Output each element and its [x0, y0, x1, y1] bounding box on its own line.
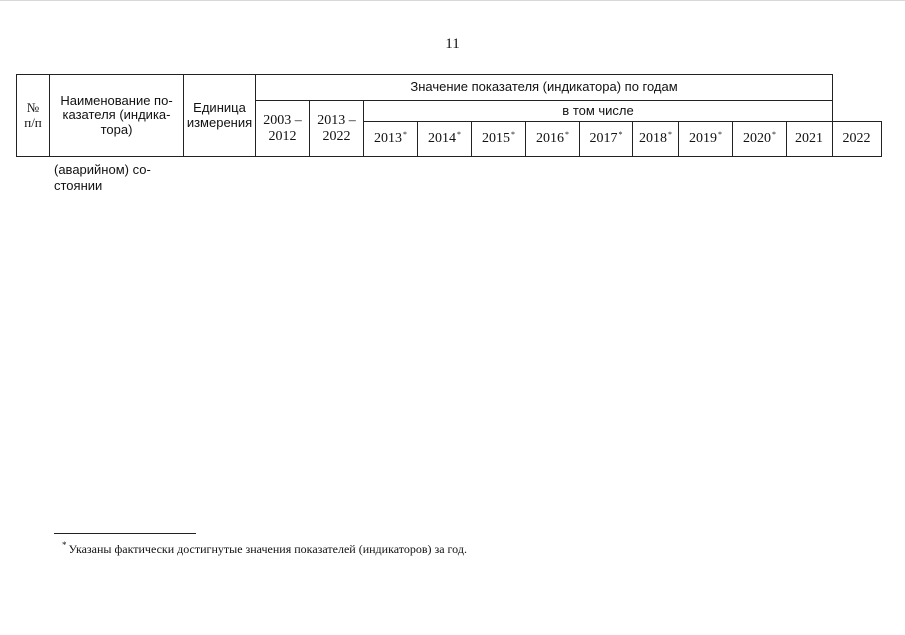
header-year: [418, 122, 472, 157]
footnote-text: Указаны фактически достигнутые значения показателей (индикаторов) за год.: [68, 542, 467, 556]
header-year: [633, 122, 679, 157]
year-footnote-mark: *: [668, 129, 672, 139]
header-year: [787, 122, 833, 157]
year-footnote-mark: *: [772, 129, 776, 139]
year-footnote-mark: *: [618, 129, 623, 139]
year-label: 2013: [374, 131, 402, 147]
footnote-marker: *: [62, 540, 67, 550]
header-values-by-year: Значение показателя (индикатора) по годам: [256, 75, 833, 101]
year-label: 2015: [482, 131, 510, 147]
indicators-table: [16, 74, 882, 157]
year-label: 2022: [842, 131, 871, 147]
year-footnote-mark: *: [457, 129, 461, 139]
year-footnote-mark: *: [403, 129, 407, 139]
year-label: 2014: [428, 131, 456, 147]
year-label: 2016: [536, 131, 564, 147]
footnote-separator: [54, 533, 196, 534]
header-year: [526, 122, 580, 157]
scan-edge: [0, 0, 905, 1]
header-row-1: [17, 75, 882, 101]
header-year: [679, 122, 733, 157]
header-year: [472, 122, 526, 157]
footnote: [62, 542, 467, 557]
year-label: 2020: [743, 131, 771, 147]
indicator-name-continuation: (аварийном) со- стоянии: [54, 162, 151, 193]
header-period-2013-2022: 2013 – 2022: [310, 101, 364, 157]
header-year: [580, 122, 633, 157]
header-including: в том числе: [364, 101, 833, 122]
year-label: 2017: [589, 131, 618, 147]
header-year: [833, 122, 882, 157]
header-period-2003-2012: 2003 – 2012: [256, 101, 310, 157]
year-label: 2018: [639, 131, 667, 147]
header-unit: Единица измерения: [184, 75, 256, 157]
header-indicator-name: Наименование по- казателя (индика- тора): [50, 75, 184, 157]
year-footnote-mark: *: [511, 129, 515, 139]
year-footnote-mark: *: [718, 129, 722, 139]
year-footnote-mark: *: [565, 129, 569, 139]
header-number: № п/п: [17, 75, 50, 157]
indicators-table-wrapper: [16, 74, 882, 157]
header-year: [364, 122, 418, 157]
year-label: 2019: [689, 131, 717, 147]
header-year: [733, 122, 787, 157]
year-label: 2021: [795, 131, 824, 147]
page-number: 11: [445, 36, 460, 52]
